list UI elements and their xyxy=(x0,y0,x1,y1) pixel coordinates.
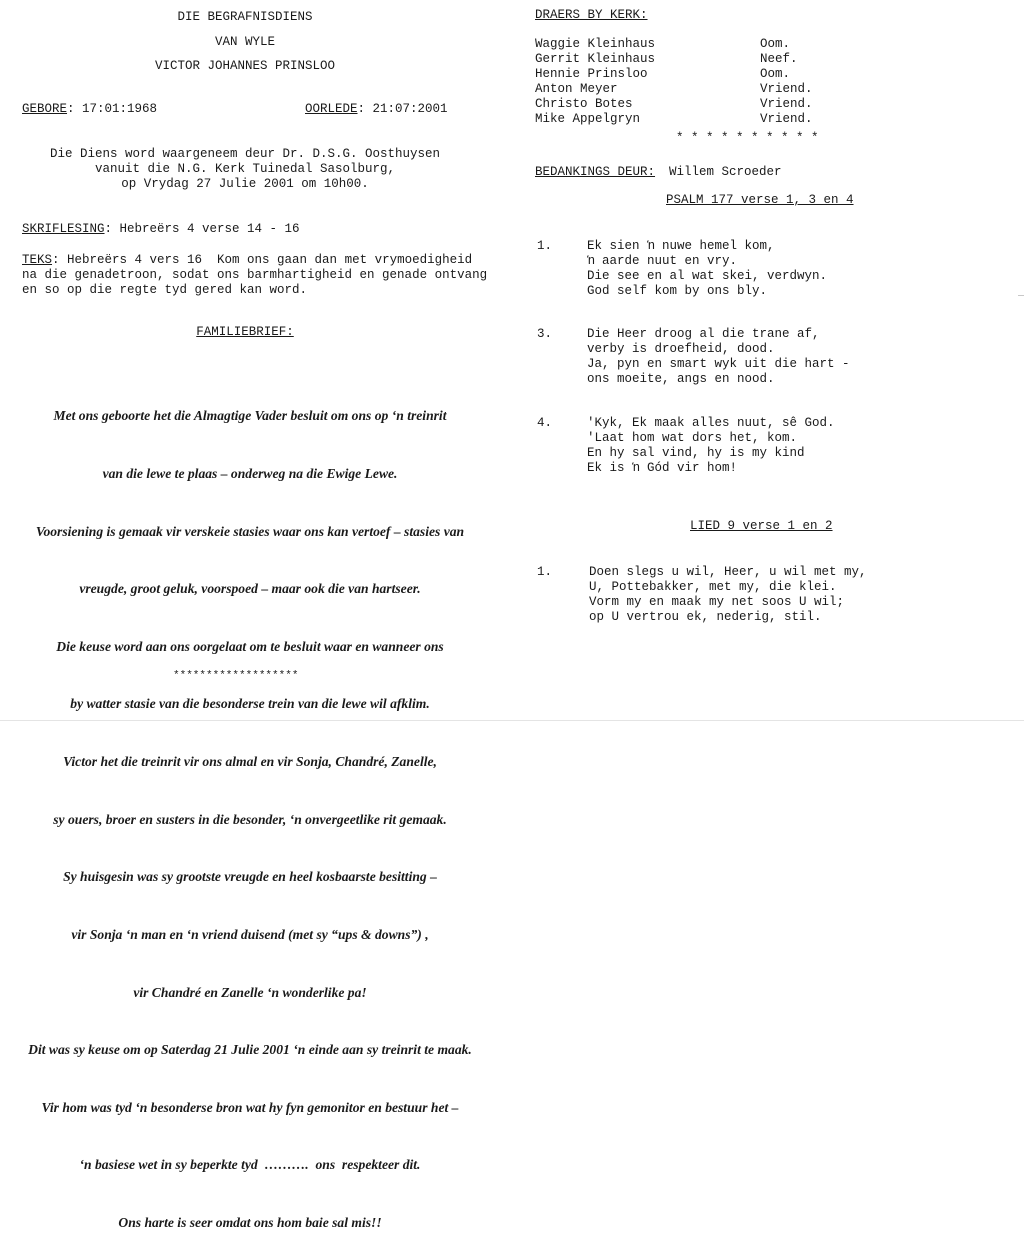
verse-line: verby is droefheid, dood. xyxy=(587,342,775,356)
pallbearer-relation: Vriend. xyxy=(760,112,813,126)
family-letter-line: vir Chandré en Zanelle ‘n wonderlike pa! xyxy=(133,984,367,1000)
verse-line: ons moeite, angs en nood. xyxy=(587,372,775,386)
service-line-3: op Vrydag 27 Julie 2001 om 10h00. xyxy=(121,177,369,191)
birth-date xyxy=(22,102,157,116)
pallbearer-relation: Vriend. xyxy=(760,82,813,96)
family-letter-line: Ons harte is seer omdat ons hom baie sal mis!! xyxy=(118,1214,382,1230)
right-star-divider: * * * * * * * * * * xyxy=(676,131,819,145)
verse-line: 'Laat hom wat dors het, kom. xyxy=(587,431,798,445)
verse-line: Vorm my en maak my net soos U wil; xyxy=(589,595,845,609)
pallbearer-name: Anton Meyer xyxy=(535,82,618,96)
family-letter-line: sy ouers, broer en susters in die besonder, ‘n onvergeetlike rit gemaak. xyxy=(53,811,447,827)
verse-number: 4. xyxy=(537,416,553,430)
verse-line: U, Pottebakker, met my, die klei. xyxy=(589,580,837,594)
scan-mark xyxy=(1018,295,1024,296)
family-letter-line: Dit was sy keuse om op Saterdag 21 Julie 2001 ‘n einde aan sy treinrit te maak. xyxy=(28,1042,472,1058)
scripture-reading xyxy=(22,222,300,236)
left-star-divider: ******************* xyxy=(173,670,299,682)
verse-number: 1. xyxy=(537,239,553,253)
birth-label: GEBORE xyxy=(22,102,68,116)
text-line-1 xyxy=(22,253,472,267)
family-letter-line: by watter stasie van die besonderse trein van die lewe wil afklim. xyxy=(70,696,430,712)
family-letter-line: vir Sonja ‘n man en ‘n vriend duisend (met sy “ups & downs”) , xyxy=(71,926,429,942)
scan-edge xyxy=(0,720,1024,721)
family-letter-line: vreugde, groot geluk, voorspoed – maar ook die van hartseer. xyxy=(79,581,421,597)
verse-line: God self kom by ons bly. xyxy=(587,284,768,298)
pallbearer-relation: Neef. xyxy=(760,52,798,66)
birth-value: : 17:01:1968 xyxy=(67,102,158,116)
title-line-2: VAN WYLE xyxy=(214,35,275,49)
text-label: TEKS xyxy=(22,253,53,267)
title-line-1: DIE BEGRAFNISDIENS xyxy=(177,10,313,24)
thanks-value: Willem Scroeder xyxy=(669,165,782,179)
family-letter-line: ‘n basiese wet in sy beperkte tyd ………. ons respekteer dit. xyxy=(79,1157,421,1173)
family-letter-line: Die keuse word aan ons oorgelaat om te besluit waar en wanneer ons xyxy=(56,638,444,654)
verse-line: Ek sien ŉ nuwe hemel kom, xyxy=(587,239,775,253)
thanks-label: BEDANKINGS DEUR: xyxy=(535,165,656,179)
verse-line: op U vertrou ek, nederig, stil. xyxy=(589,610,822,624)
verse-line: Doen slegs u wil, Heer, u wil met my, xyxy=(589,565,867,579)
pallbearer-relation: Oom. xyxy=(760,37,791,51)
verse-line: En hy sal vind, hy is my kind xyxy=(587,446,805,460)
service-line-1: Die Diens word waargeneem deur Dr. D.S.G. Oosthuysen xyxy=(49,147,441,161)
family-letter-line: Victor het die treinrit vir ons almal en vir Sonja, Chandré, Zanelle, xyxy=(63,754,437,770)
death-date xyxy=(305,102,448,116)
family-letter-heading: FAMILIEBRIEF: xyxy=(196,325,294,339)
title-line-3: VICTOR JOHANNES PRINSLOO xyxy=(154,59,336,73)
family-letter-line: Vir hom was tyd ‘n besonderse bron wat hy fyn gemonitor en bestuur het – xyxy=(41,1099,459,1115)
text-line-2: na die genadetroon, sodat ons barmhartigheid en genade ontvang xyxy=(22,268,488,282)
family-letter-line: Sy huisgesin was sy grootste vreugde en heel kosbaarste besitting – xyxy=(63,869,437,885)
verse-line: Die Heer droog al die trane af, xyxy=(587,327,820,341)
verse-line: ŉ aarde nuut en vry. xyxy=(587,254,738,268)
pallbearers-heading: DRAERS BY KERK: xyxy=(535,8,648,22)
thanks-line xyxy=(535,165,782,179)
text-line-3: en so op die regte tyd gered kan word. xyxy=(22,283,308,297)
pallbearer-name: Gerrit Kleinhaus xyxy=(535,52,656,66)
text-value: : Hebreërs 4 vers 16 Kom ons gaan dan met vrymoedigheid xyxy=(52,253,473,267)
death-label: OORLEDE xyxy=(305,102,358,116)
verse-line: Ja, pyn en smart wyk uit die hart - xyxy=(587,357,850,371)
verse-line: Die see en al wat skei, verdwyn. xyxy=(587,269,828,283)
family-letter xyxy=(10,368,490,1251)
verse-number: 1. xyxy=(537,565,553,579)
psalm-heading: PSALM 177 verse 1, 3 en 4 xyxy=(666,193,854,207)
verse-line: Ek is ŉ Gód vir hom! xyxy=(587,461,738,475)
pallbearer-name: Christo Botes xyxy=(535,97,633,111)
service-line-2: vanuit die N.G. Kerk Tuinedal Sasolburg, xyxy=(94,162,396,176)
pallbearer-relation: Oom. xyxy=(760,67,791,81)
verse-number: 3. xyxy=(537,327,553,341)
family-letter-line: van die lewe te plaas – onderweg na die Ewige Lewe. xyxy=(102,466,398,482)
verse-line: 'Kyk, Ek maak alles nuut, sê God. xyxy=(587,416,835,430)
death-value: : 21:07:2001 xyxy=(357,102,448,116)
scripture-label: SKRIFLESING xyxy=(22,222,105,236)
scripture-value: : Hebreërs 4 verse 14 - 16 xyxy=(104,222,300,236)
family-letter-line: Voorsiening is gemaak vir verskeie stasies waar ons kan vertoef – stasies van xyxy=(35,523,465,539)
pallbearer-name: Mike Appelgryn xyxy=(535,112,641,126)
family-letter-line: Met ons geboorte het die Almagtige Vader besluit om ons op ‘n treinrit xyxy=(53,408,447,424)
pallbearer-name: Hennie Prinsloo xyxy=(535,67,648,81)
pallbearer-name: Waggie Kleinhaus xyxy=(535,37,656,51)
hymn-heading: LIED 9 verse 1 en 2 xyxy=(690,519,833,533)
pallbearer-relation: Vriend. xyxy=(760,97,813,111)
